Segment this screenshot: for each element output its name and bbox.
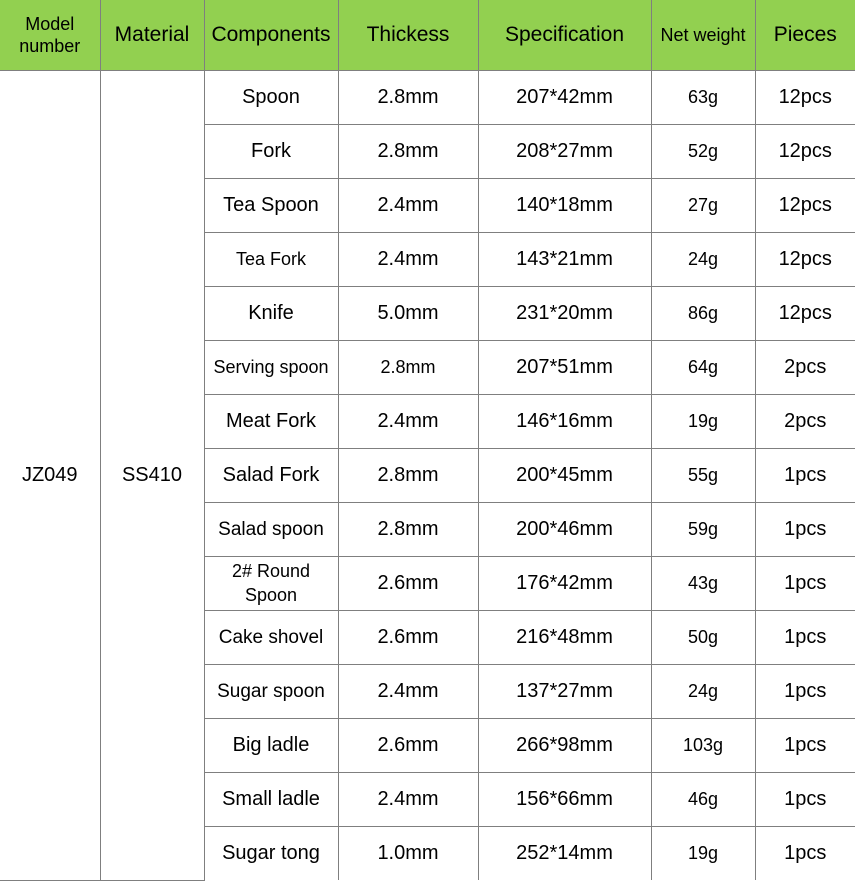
specification-cell: 137*27mm xyxy=(478,664,651,718)
thickness-cell: 2.8mm xyxy=(338,70,478,124)
pieces-cell: 1pcs xyxy=(755,826,855,880)
component-cell: Big ladle xyxy=(204,718,338,772)
specification-cell: 200*45mm xyxy=(478,448,651,502)
header-components: Components xyxy=(204,0,338,70)
net-weight-cell: 27g xyxy=(651,178,755,232)
thickness-cell: 2.6mm xyxy=(338,610,478,664)
component-cell: Cake shovel xyxy=(204,610,338,664)
specification-cell: 231*20mm xyxy=(478,286,651,340)
specification-cell: 252*14mm xyxy=(478,826,651,880)
component-cell: Salad Fork xyxy=(204,448,338,502)
net-weight-cell: 64g xyxy=(651,340,755,394)
thickness-cell: 2.4mm xyxy=(338,394,478,448)
thickness-cell: 1.0mm xyxy=(338,826,478,880)
component-cell: Sugar tong xyxy=(204,826,338,880)
specification-cell: 143*21mm xyxy=(478,232,651,286)
net-weight-cell: 24g xyxy=(651,664,755,718)
pieces-cell: 1pcs xyxy=(755,610,855,664)
specification-cell: 146*16mm xyxy=(478,394,651,448)
header-pieces: Pieces xyxy=(755,0,855,70)
thickness-cell: 2.8mm xyxy=(338,340,478,394)
model-number-cell: JZ049 xyxy=(0,70,100,880)
header-model-number: Model number xyxy=(0,0,100,70)
header-row xyxy=(0,0,855,70)
pieces-cell: 1pcs xyxy=(755,772,855,826)
net-weight-cell: 86g xyxy=(651,286,755,340)
header-thickness: Thickess xyxy=(338,0,478,70)
thickness-cell: 2.4mm xyxy=(338,664,478,718)
material-cell: SS410 xyxy=(100,70,204,880)
net-weight-cell: 55g xyxy=(651,448,755,502)
pieces-cell: 12pcs xyxy=(755,286,855,340)
net-weight-cell: 24g xyxy=(651,232,755,286)
pieces-cell: 12pcs xyxy=(755,232,855,286)
specification-cell: 200*46mm xyxy=(478,502,651,556)
specification-cell: 216*48mm xyxy=(478,610,651,664)
net-weight-cell: 43g xyxy=(651,556,755,610)
thickness-cell: 2.8mm xyxy=(338,502,478,556)
thickness-cell: 5.0mm xyxy=(338,286,478,340)
pieces-cell: 2pcs xyxy=(755,340,855,394)
component-cell: 2# Round Spoon xyxy=(204,556,338,610)
thickness-cell: 2.8mm xyxy=(338,448,478,502)
component-cell: Serving spoon xyxy=(204,340,338,394)
header-specification: Specification xyxy=(478,0,651,70)
net-weight-cell: 59g xyxy=(651,502,755,556)
specification-cell: 156*66mm xyxy=(478,772,651,826)
component-cell: Knife xyxy=(204,286,338,340)
net-weight-cell: 19g xyxy=(651,826,755,880)
specification-cell: 207*51mm xyxy=(478,340,651,394)
pieces-cell: 1pcs xyxy=(755,448,855,502)
thickness-cell: 2.8mm xyxy=(338,124,478,178)
net-weight-cell: 63g xyxy=(651,70,755,124)
component-cell: Salad spoon xyxy=(204,502,338,556)
component-cell: Tea Fork xyxy=(204,232,338,286)
specification-cell: 176*42mm xyxy=(478,556,651,610)
component-cell: Fork xyxy=(204,124,338,178)
header-material: Material xyxy=(100,0,204,70)
pieces-cell: 12pcs xyxy=(755,124,855,178)
thickness-cell: 2.4mm xyxy=(338,178,478,232)
pieces-cell: 1pcs xyxy=(755,664,855,718)
pieces-cell: 1pcs xyxy=(755,502,855,556)
net-weight-cell: 52g xyxy=(651,124,755,178)
net-weight-cell: 46g xyxy=(651,772,755,826)
pieces-cell: 2pcs xyxy=(755,394,855,448)
header-net-weight: Net weight xyxy=(651,0,755,70)
component-cell: Sugar spoon xyxy=(204,664,338,718)
thickness-cell: 2.6mm xyxy=(338,556,478,610)
component-cell: Small ladle xyxy=(204,772,338,826)
thickness-cell: 2.4mm xyxy=(338,232,478,286)
pieces-cell: 1pcs xyxy=(755,556,855,610)
net-weight-cell: 19g xyxy=(651,394,755,448)
table-body xyxy=(0,70,855,880)
component-cell: Spoon xyxy=(204,70,338,124)
specification-cell: 266*98mm xyxy=(478,718,651,772)
pieces-cell: 12pcs xyxy=(755,178,855,232)
net-weight-cell: 103g xyxy=(651,718,755,772)
table-row xyxy=(0,70,855,124)
specification-cell: 207*42mm xyxy=(478,70,651,124)
pieces-cell: 12pcs xyxy=(755,70,855,124)
net-weight-cell: 50g xyxy=(651,610,755,664)
specification-cell: 208*27mm xyxy=(478,124,651,178)
pieces-cell: 1pcs xyxy=(755,718,855,772)
thickness-cell: 2.6mm xyxy=(338,718,478,772)
specification-cell: 140*18mm xyxy=(478,178,651,232)
thickness-cell: 2.4mm xyxy=(338,772,478,826)
component-cell: Meat Fork xyxy=(204,394,338,448)
component-cell: Tea Spoon xyxy=(204,178,338,232)
